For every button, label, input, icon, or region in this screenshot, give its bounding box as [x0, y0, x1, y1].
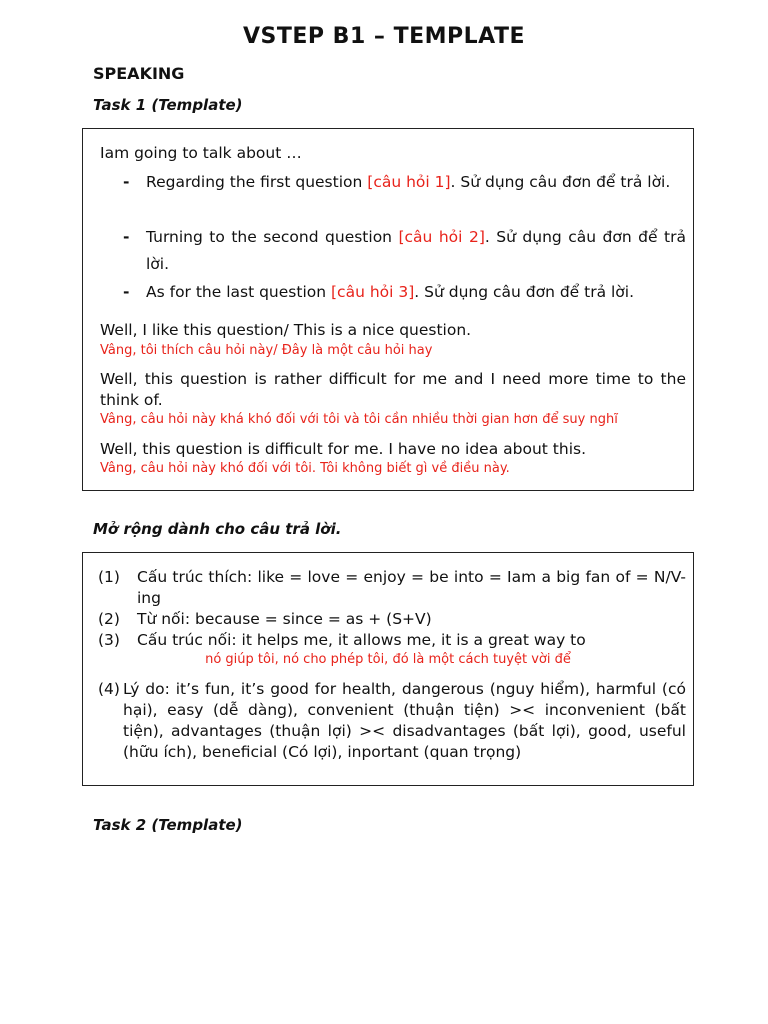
- extension-item-3: Cấu trúc nối: it helps me, it allows me, it is a great way to: [137, 631, 586, 649]
- bullet-instruction: . Sử dụng câu đơn để trả lời.: [414, 283, 635, 301]
- answer-extension-box: [82, 552, 694, 786]
- document-title: VSTEP B1 – TEMPLATE: [242, 24, 525, 49]
- extension-heading: Mở rộng dành cho câu trả lời.: [93, 520, 342, 538]
- task1-template-box: [82, 128, 694, 491]
- bullet-instruction: . Sử dụng câu đơn để trả lời.: [450, 173, 671, 191]
- phrase-english: Well, this question is difficult for me. I have no idea about this.: [100, 440, 587, 458]
- item-number: (3): [98, 631, 120, 649]
- extension-item-3-note: nó giúp tôi, nó cho phép tôi, đó là một cách tuyệt vời để: [205, 652, 571, 667]
- phrase-vietnamese: Vâng, câu hỏi này khá khó đối với tôi và tôi cần nhiều thời gian hơn để suy nghĩ: [100, 412, 618, 427]
- question-placeholder: [câu hỏi 3]: [331, 283, 415, 301]
- question-placeholder: [câu hỏi 2]: [398, 228, 485, 246]
- bullet-item-question-3: [146, 279, 686, 306]
- bullet-item-question-2: [146, 224, 686, 278]
- bullet-text: Regarding the first question: [146, 173, 368, 191]
- phrase-vietnamese: Vâng, tôi thích câu hỏi này/ Đây là một câu hỏi hay: [100, 343, 433, 358]
- extension-item-2: Từ nối: because = since = as + (S+V): [137, 610, 432, 628]
- item-number: (4): [98, 680, 120, 698]
- section-heading-speaking: SPEAKING: [93, 64, 185, 83]
- bullet-dash: -: [123, 173, 130, 191]
- bullet-instruction: . Sử dụng câu đơn để trả lời.: [146, 228, 686, 273]
- intro-line: Iam going to talk about …: [100, 144, 302, 162]
- bullet-text: As for the last question: [146, 283, 331, 301]
- bullet-dash: -: [123, 283, 130, 301]
- extension-item-4: Lý do: it’s fun, it’s good for health, dangerous (nguy hiểm), harmful (có hại), easy (dễ dàng), convenient (thuận tiện) >< inconvenient (bất tiện), advantages (thuận lợi) >< disadvantages (bất lợi), good, useful (hữu ích), beneficial (Có lợi), inportant (quan trọng): [123, 680, 686, 761]
- phrase-english: Well, this question is rather difficult for me and I need more time to the think of.: [100, 370, 686, 409]
- bullet-dash: -: [123, 228, 130, 246]
- bullet-text: Turning to the second question: [146, 228, 399, 246]
- phrase-vietnamese: Vâng, câu hỏi này khó đối với tôi. Tôi không biết gì về điều này.: [100, 461, 510, 476]
- phrase-english: Well, I like this question/ This is a nice question.: [100, 321, 472, 339]
- extension-item-1: [137, 567, 686, 609]
- item-number: (2): [98, 610, 120, 628]
- extension-item-text: Cấu trúc thích: like = love = enjoy = be into = Iam a big fan of = N/V-ing: [137, 568, 686, 607]
- item-number: (1): [98, 568, 120, 586]
- bullet-item-question-1: [146, 169, 686, 196]
- question-placeholder: [câu hỏi 1]: [367, 173, 451, 191]
- task2-heading: Task 2 (Template): [93, 816, 243, 834]
- task1-heading: Task 1 (Template): [93, 96, 243, 114]
